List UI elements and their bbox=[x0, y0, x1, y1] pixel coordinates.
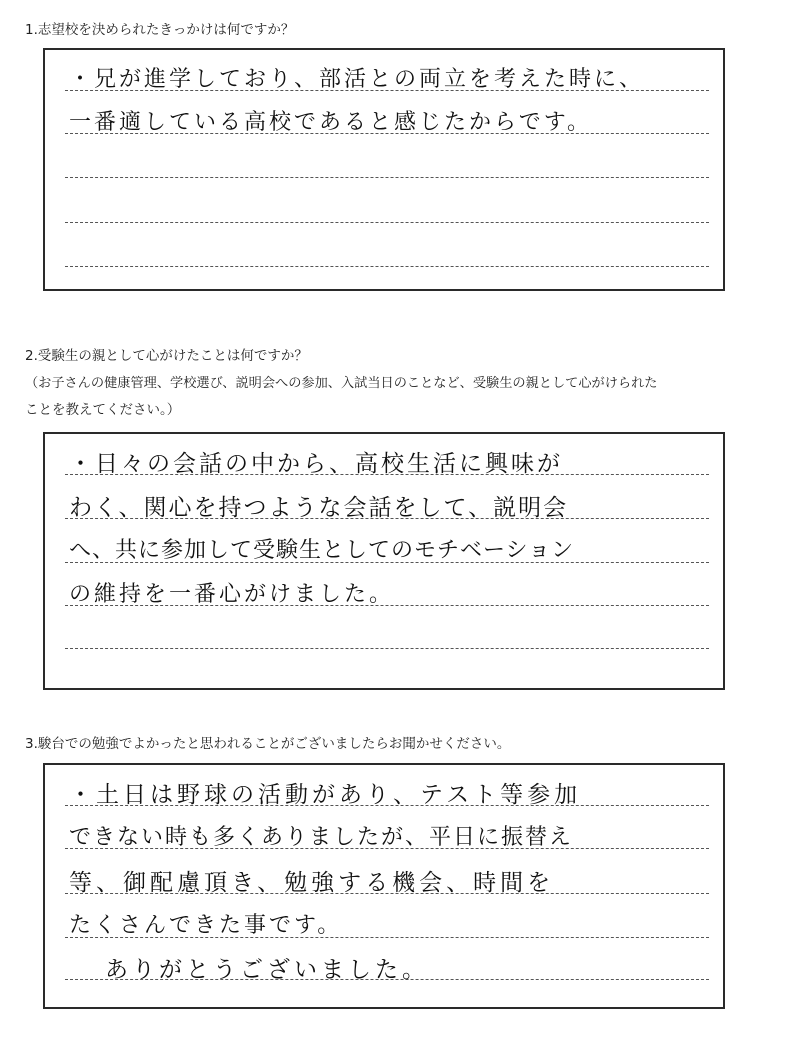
answer-3-line-5: ありがとうございました。 bbox=[105, 957, 429, 983]
answer-box-3 bbox=[43, 763, 725, 1009]
question-1-label: 1.志望校を決められたきっかけは何ですか？ bbox=[25, 22, 295, 38]
answer-1-line-1: ・兄が進学しており、部活との両立を考えた時に、 bbox=[69, 67, 645, 92]
answer-box-1 bbox=[43, 48, 725, 291]
answer-2-line-1: ・日々の会話の中から、高校生活に興味が bbox=[69, 451, 563, 477]
answer-2-line-4: の維持を一番心がけました。 bbox=[69, 582, 395, 607]
rule-line bbox=[65, 177, 709, 178]
answer-2-line-2: わく、関心を持つような会話をして、説明会 bbox=[69, 495, 569, 521]
answer-3-line-1: ・土日は野球の活動があり、テスト等参加 bbox=[69, 782, 582, 808]
rule-line bbox=[65, 266, 709, 267]
question-2-note-line-2: ことを教えてください。） bbox=[25, 402, 181, 418]
question-2-label: 2.受験生の親として心がけたことは何ですか？ bbox=[25, 348, 308, 364]
answer-box-2 bbox=[43, 432, 725, 690]
answer-3-line-2: できない時も多くありましたが、平日に振替え bbox=[69, 825, 574, 850]
question-3-label: 3.駿台での勉強でよかったと思われることがございましたらお聞かせください。 bbox=[25, 736, 511, 752]
answer-3-line-4: たくさんできた事です。 bbox=[69, 913, 343, 938]
answer-3-line-3: 等、御配慮頂き、勉強する機会、時間を bbox=[69, 870, 555, 896]
question-2-note-line-1: （お子さんの健康管理、学校選び、説明会への参加、入試当日のことなど、受験生の親として心がけられた bbox=[25, 376, 658, 391]
answer-2-line-3: へ、共に参加して受験生としてのモチベーション bbox=[69, 538, 575, 563]
rule-line bbox=[65, 222, 709, 223]
rule-line bbox=[65, 648, 709, 649]
answer-1-line-2: 一番適している高校であると感じたからです。 bbox=[69, 110, 593, 135]
